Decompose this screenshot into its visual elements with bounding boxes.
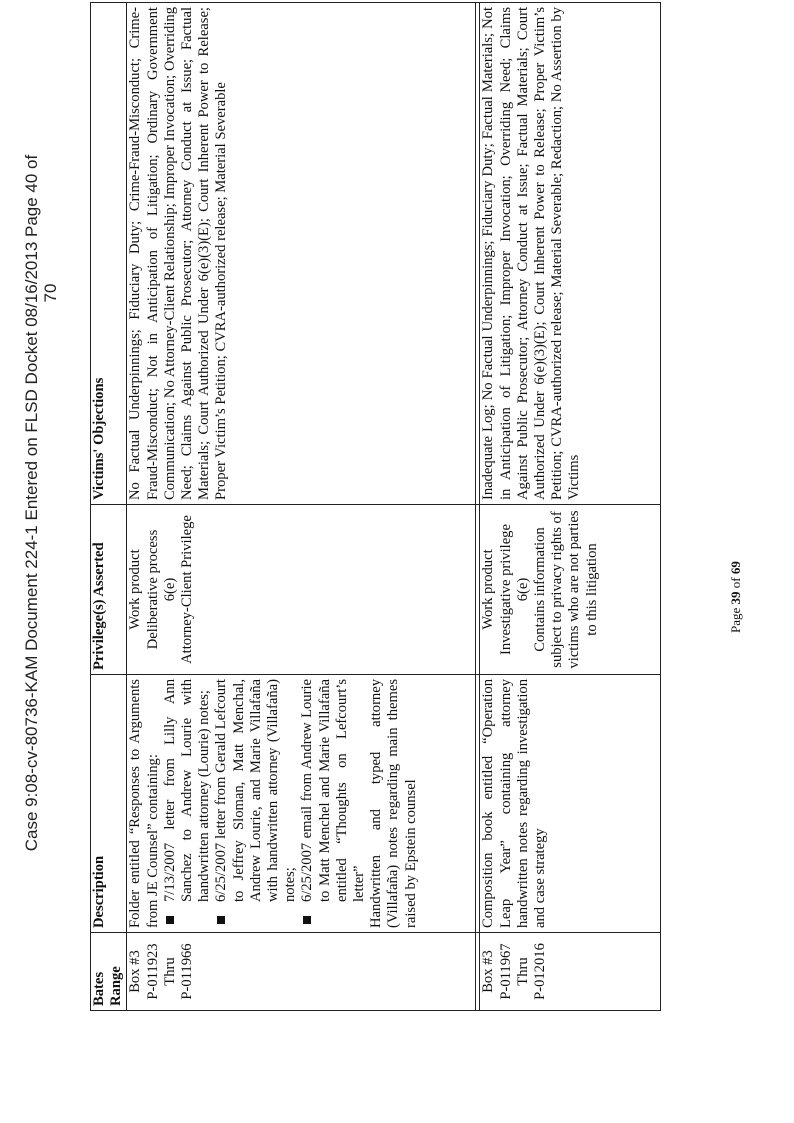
bates-line: Box #3 [127,950,144,993]
description-cell [127,675,476,933]
objections-cell: No Factual Underpinnings; Fiduciary Duty; Crime-Fraud-Misconduct; Crime-Fraud-Misconduct; Not in Anticipation of Litigation; Ordinary Government Communication; No Attorney-Client Relationship; Improper Invocation; Overriding Need; Claims Against Public Prosecutor; Attorney Conduct at Issue; Factual Materials; Court Authorized Under 6(e)(3)(E); Court Inherent Power to Release; Proper Victim’s Petition; CVRA-authorized release; Material Severable [127,3,476,505]
bates-line: P-011967 [497,943,514,1000]
header-description: Description [91,675,127,933]
square-bullet-icon [217,916,225,924]
list-item-text: 6/25/2007 letter from Gerald Lefcourt to Jeffrey Sloman, Matt Menchal, Andrew Lourie, and Marie Villafaña with handwritten attorney (Villafaña) notes; [213,679,299,902]
table-header-row [91,3,127,1011]
privilege-item: Contains information subject to privacy rights of victims who are not parties to this litigation [532,510,600,669]
description-outro: Handwritten and typed attorney (Villafaña) notes regarding main themes raised by Epstein counsel [368,679,419,928]
description-intro: Folder entitled “Responses to Arguments from JE Counsel” containing: [127,679,161,928]
square-bullet-icon [166,916,174,924]
privilege-item: Work product [480,549,497,630]
privilege-log-table [90,2,661,1011]
list-item [213,679,299,928]
page-prefix: Page [728,604,743,633]
header-bates-range: Bates Range [91,933,127,1011]
page-number [728,561,744,633]
header-objections: Victims' Objections [91,3,127,505]
privilege-item: 6(e) [161,577,178,602]
bates-line: Box #3 [480,950,497,993]
privilege-item: 6(e) [514,577,531,602]
bates-line: Thru [514,957,531,986]
list-item [162,679,214,928]
privilege-item: Investigative privilege [497,524,514,655]
table-row [480,3,661,1011]
header-line-1: Case 9:08-cv-80736-KAM Document 224-1 Entered on FLSD Docket 08/16/2013 Page 40 of [22,154,41,852]
page-current: 39 [728,591,743,605]
description-list [162,679,368,928]
privilege-item: Work product [127,549,144,630]
page-of: of [728,574,743,592]
bates-line: P-012016 [532,943,549,1000]
description-cell: Composition book entitled “Operation Leap Year” containing attorney handwritten notes regarding investigation and case strategy [480,675,661,933]
bates-line: P-011966 [179,943,196,1000]
page-total: 69 [728,561,743,575]
bates-range-cell [127,933,476,1011]
court-filing-header [22,103,60,903]
bates-range-cell [480,933,661,1011]
objections-cell: Inadequate Log; No Factual Underpinnings; Fiduciary Duty; Factual Materials; Not in Anticipation of Litigation; Improper Invocation; Overriding Need; Claims Against Public Prosecutor; Attorney Conduct at Issue; Factual Materials; Court Authorized Under 6(e)(3)(E); Court Inherent Power to Release; Proper Victim’s Petition; CVRA-authorized release; Material Severable; Redaction; No Assertion by Victims [480,3,661,505]
privileges-cell [480,505,661,675]
table-row [127,3,476,1011]
list-item-text: 6/25/2007 email from Andrew Lourie to Matt Menchel and Marie Villafaña entitled “Thoughts on Lefcourt’s letter” [299,679,368,902]
header-privileges: Privilege(s) Asserted [91,505,127,675]
privilege-item: Attorney-Client Privilege [179,515,196,664]
header-line-2: 70 [41,283,60,303]
privileges-cell [127,505,476,675]
list-item [299,679,368,928]
bates-line: P-011923 [144,943,161,1000]
square-bullet-icon [303,916,311,924]
privilege-item: Deliberative process [144,529,161,650]
bates-line: Thru [161,957,178,986]
list-item-text: 7/13/2007 letter from Lilly Ann Sanchez to Andrew Lourie with handwritten attorney (Lourie) notes; [161,679,213,902]
